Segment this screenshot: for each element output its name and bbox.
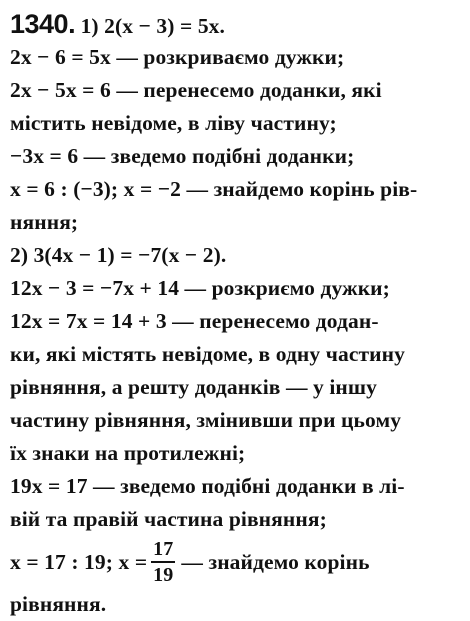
solution-line: 12x − 3 = −7x + 14 — розкриємо дужки; [10,276,390,300]
solution-line: вій та правій частина рівняння; [10,507,327,531]
fraction-line [10,536,460,588]
fraction-line-after: — знайдемо корінь [181,549,370,574]
fraction-denominator: 19 [153,564,174,586]
fraction [151,539,175,585]
solution-line: −3x = 6 — зведемо подібні доданки; [10,144,355,168]
solution-line: 12x = 7x = 14 + 3 — перенесемо додан- [10,309,379,333]
solution-line: їх знаки на протилежні; [10,441,246,465]
solution-line: x = 6 : (−3); x = −2 — знайдемо корінь рів- [10,177,418,201]
solution-line: частину рівняння, змінивши при цьому [10,408,402,432]
solution-line: рівняння, а решту доданків — у іншу [10,375,378,399]
fraction-line-before: x = 17 : 19; x = [10,549,148,574]
solution-line-last: рівняння. [10,592,107,616]
equation-line: 2) 3(4x − 1) = −7(x − 2). [10,243,227,267]
problem-number: 1340. [10,9,76,39]
problem-header-line [10,8,460,41]
solution-line: 19x = 17 — зведемо подібні доданки в лі- [10,474,405,498]
solution-line: ки, які містять невідоме, в одну частину [10,342,405,366]
solution-line: 2x − 6 = 5x — розкриваємо дужки; [10,45,345,69]
solution-line: містить невідоме, в ліву частину; [10,111,337,135]
equation-text: 1) 2(x − 3) = 5x. [80,14,225,38]
fraction-numerator: 17 [151,539,175,563]
solution-line: 2x − 5x = 6 — перенесемо доданки, які [10,78,382,102]
solution-line: няння; [10,210,79,234]
